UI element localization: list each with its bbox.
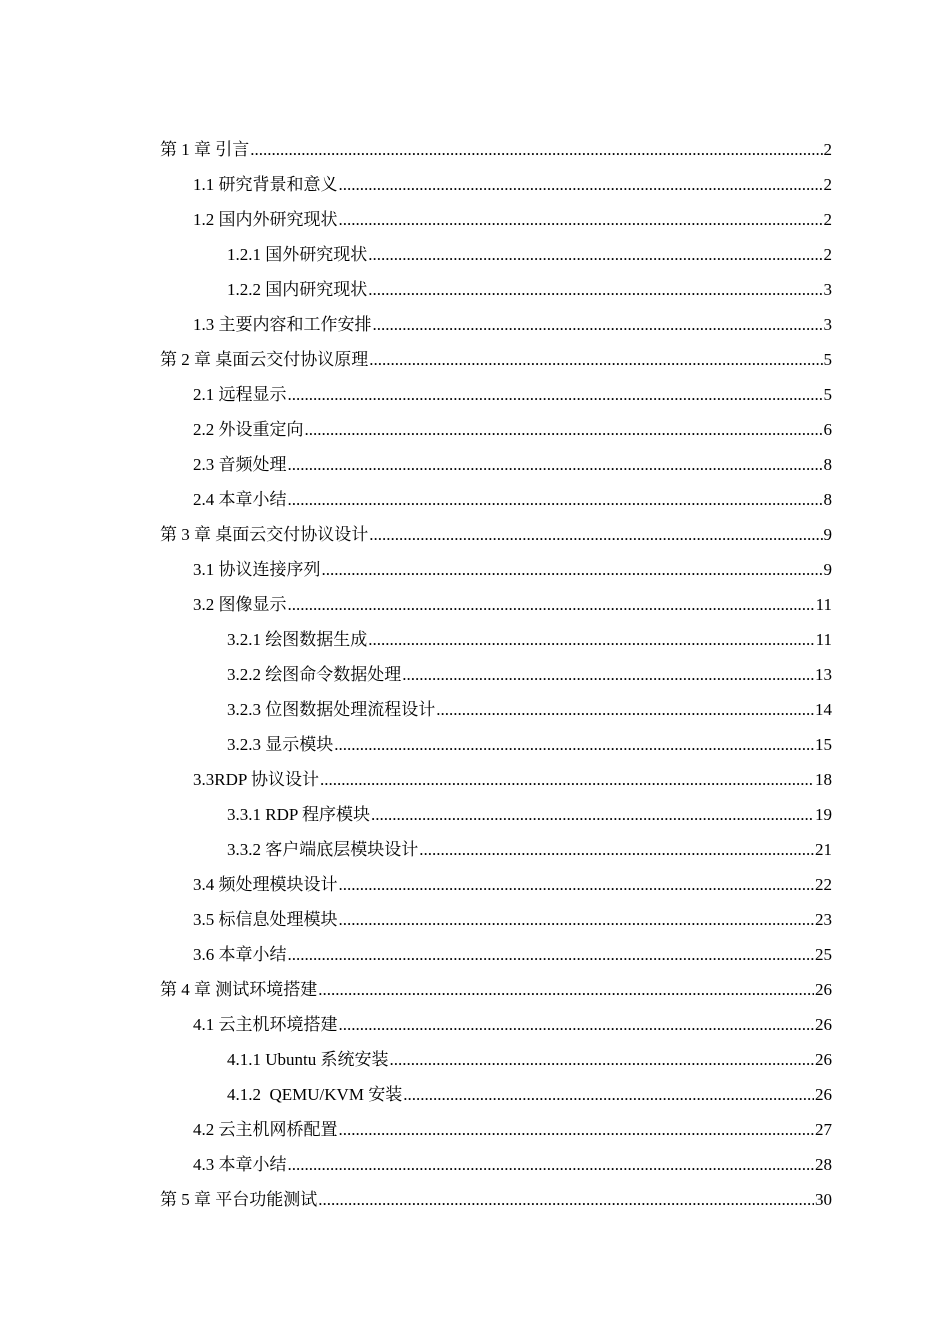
toc-entry-page-number: 26 xyxy=(815,980,832,999)
toc-dot-leader xyxy=(288,377,823,412)
toc-entry-page-number: 5 xyxy=(823,350,832,369)
toc-dot-leader xyxy=(368,622,814,657)
toc-entry[interactable] xyxy=(160,692,832,727)
toc-entry-title: 3.2 图像显示 xyxy=(193,595,287,614)
toc-entry[interactable] xyxy=(160,972,832,1007)
toc-entry[interactable] xyxy=(160,167,832,202)
toc-entry-page-number: 30 xyxy=(815,1190,832,1209)
toc-entry-title: 1.2.1 国外研究现状 xyxy=(227,245,368,264)
toc-dot-leader xyxy=(371,797,814,832)
toc-dot-leader xyxy=(318,1182,814,1217)
toc-entry-title: 第 5 章 平台功能测试 xyxy=(160,1190,318,1209)
toc-entry-title: 3.3.2 客户端底层模块设计 xyxy=(227,840,419,859)
toc-entry-page-number: 27 xyxy=(815,1120,832,1139)
toc-dot-leader xyxy=(288,447,823,482)
toc-entry[interactable] xyxy=(160,272,832,307)
toc-dot-leader xyxy=(368,237,822,272)
toc-entry-title: 2.3 音频处理 xyxy=(193,455,287,474)
toc-entry-page-number: 8 xyxy=(823,455,832,474)
toc-entry[interactable] xyxy=(160,762,832,797)
toc-entry-title: 4.1 云主机环境搭建 xyxy=(193,1015,338,1034)
toc-dot-leader xyxy=(250,132,822,167)
toc-entry[interactable] xyxy=(160,622,832,657)
toc-entry[interactable] xyxy=(160,132,832,167)
toc-entry[interactable] xyxy=(160,657,832,692)
toc-entry-page-number: 26 xyxy=(815,1085,832,1104)
toc-entry-title: 第 2 章 桌面云交付协议原理 xyxy=(160,350,369,369)
toc-dot-leader xyxy=(368,272,822,307)
toc-entry[interactable] xyxy=(160,727,832,762)
toc-entry-page-number: 26 xyxy=(815,1050,832,1069)
toc-entry[interactable] xyxy=(160,1042,832,1077)
toc-dot-leader xyxy=(373,307,823,342)
toc-dot-leader xyxy=(320,762,814,797)
toc-dot-leader xyxy=(305,412,823,447)
toc-entry-title: 1.2 国内外研究现状 xyxy=(193,210,338,229)
toc-entry-title: 3.2.3 位图数据处理流程设计 xyxy=(227,700,436,719)
toc-dot-leader xyxy=(339,202,823,237)
toc-entry[interactable] xyxy=(160,797,832,832)
toc-dot-leader xyxy=(339,167,823,202)
toc-dot-leader xyxy=(339,1112,815,1147)
toc-dot-leader xyxy=(339,1007,815,1042)
toc-dot-leader xyxy=(369,517,822,552)
toc-entry-title: 3.3RDP 协议设计 xyxy=(193,770,319,789)
toc-dot-leader xyxy=(419,832,814,867)
toc-entry[interactable] xyxy=(160,1077,832,1112)
toc-entry-page-number: 15 xyxy=(815,735,832,754)
toc-entry-page-number: 26 xyxy=(815,1015,832,1034)
toc-entry-title: 3.4 频处理模块设计 xyxy=(193,875,338,894)
toc-entry[interactable] xyxy=(160,1112,832,1147)
toc-entry-title: 4.1.1 Ubuntu 系统安装 xyxy=(227,1050,389,1069)
toc-dot-leader xyxy=(318,972,814,1007)
toc-dot-leader xyxy=(390,1042,815,1077)
toc-entry[interactable] xyxy=(160,832,832,867)
toc-entry-title: 3.2.3 显示模块 xyxy=(227,735,334,754)
toc-entry-page-number: 9 xyxy=(823,560,832,579)
toc-entry[interactable] xyxy=(160,1007,832,1042)
toc-entry-title: 2.2 外设重定向 xyxy=(193,420,304,439)
toc-entry[interactable] xyxy=(160,447,832,482)
toc-entry-page-number: 2 xyxy=(823,175,832,194)
toc-entry[interactable] xyxy=(160,517,832,552)
toc-entry-page-number: 9 xyxy=(823,525,832,544)
toc-entry[interactable] xyxy=(160,1147,832,1182)
toc-entry[interactable] xyxy=(160,307,832,342)
toc-entry-page-number: 3 xyxy=(823,280,832,299)
toc-dot-leader xyxy=(402,657,814,692)
toc-entry-title: 3.5 标信息处理模块 xyxy=(193,910,338,929)
toc-entry-page-number: 14 xyxy=(815,700,832,719)
toc-dot-leader xyxy=(436,692,814,727)
toc-entry-page-number: 22 xyxy=(815,875,832,894)
toc-entry[interactable] xyxy=(160,202,832,237)
toc-dot-leader xyxy=(288,937,815,972)
toc-dot-leader xyxy=(288,482,823,517)
toc-entry-page-number: 21 xyxy=(815,840,832,859)
toc-entry-page-number: 2 xyxy=(823,245,832,264)
toc-entry-page-number: 19 xyxy=(815,805,832,824)
toc-entry[interactable] xyxy=(160,412,832,447)
toc-entry[interactable] xyxy=(160,1182,832,1217)
toc-entry-page-number: 13 xyxy=(815,665,832,684)
toc-entry-title: 1.2.2 国内研究现状 xyxy=(227,280,368,299)
toc-entry-title: 2.1 远程显示 xyxy=(193,385,287,404)
toc-entry-title: 3.3.1 RDP 程序模块 xyxy=(227,805,370,824)
toc-entry[interactable] xyxy=(160,342,832,377)
toc-entry[interactable] xyxy=(160,867,832,902)
toc-entry-title: 2.4 本章小结 xyxy=(193,490,287,509)
toc-entry[interactable] xyxy=(160,587,832,622)
toc-dot-leader xyxy=(403,1077,814,1112)
toc-entry-page-number: 18 xyxy=(815,770,832,789)
toc-entry-page-number: 6 xyxy=(823,420,832,439)
toc-entry[interactable] xyxy=(160,482,832,517)
toc-entry-title: 4.1.2 QEMU/KVM 安装 xyxy=(227,1085,403,1104)
toc-entry-page-number: 2 xyxy=(823,140,832,159)
toc-entry[interactable] xyxy=(160,552,832,587)
toc-dot-leader xyxy=(334,727,814,762)
toc-dot-leader xyxy=(369,342,822,377)
toc-entry[interactable] xyxy=(160,377,832,412)
table-of-contents xyxy=(160,132,832,1217)
toc-entry[interactable] xyxy=(160,902,832,937)
toc-entry-title: 1.3 主要内容和工作安排 xyxy=(193,315,372,334)
toc-entry-title: 3.2.2 绘图命令数据处理 xyxy=(227,665,402,684)
toc-dot-leader xyxy=(288,1147,815,1182)
toc-entry-page-number: 3 xyxy=(823,315,832,334)
toc-entry-title: 第 1 章 引言 xyxy=(160,140,250,159)
toc-entry-title: 3.6 本章小结 xyxy=(193,945,287,964)
toc-entry-page-number: 11 xyxy=(815,630,832,649)
toc-entry-title: 3.1 协议连接序列 xyxy=(193,560,321,579)
toc-entry[interactable] xyxy=(160,937,832,972)
toc-entry-page-number: 8 xyxy=(823,490,832,509)
toc-entry-title: 4.3 本章小结 xyxy=(193,1155,287,1174)
toc-entry-page-number: 23 xyxy=(815,910,832,929)
toc-entry-title: 第 3 章 桌面云交付协议设计 xyxy=(160,525,369,544)
toc-dot-leader xyxy=(339,867,815,902)
toc-entry-title: 1.1 研究背景和意义 xyxy=(193,175,338,194)
toc-entry-page-number: 5 xyxy=(823,385,832,404)
toc-dot-leader xyxy=(322,552,823,587)
toc-entry-page-number: 11 xyxy=(815,595,832,614)
toc-entry-title: 第 4 章 测试环境搭建 xyxy=(160,980,318,999)
toc-entry[interactable] xyxy=(160,237,832,272)
toc-entry-page-number: 28 xyxy=(815,1155,832,1174)
toc-dot-leader xyxy=(288,587,815,622)
toc-entry-title: 4.2 云主机网桥配置 xyxy=(193,1120,338,1139)
toc-entry-title: 3.2.1 绘图数据生成 xyxy=(227,630,368,649)
toc-dot-leader xyxy=(339,902,815,937)
toc-entry-page-number: 25 xyxy=(815,945,832,964)
toc-entry-page-number: 2 xyxy=(823,210,832,229)
